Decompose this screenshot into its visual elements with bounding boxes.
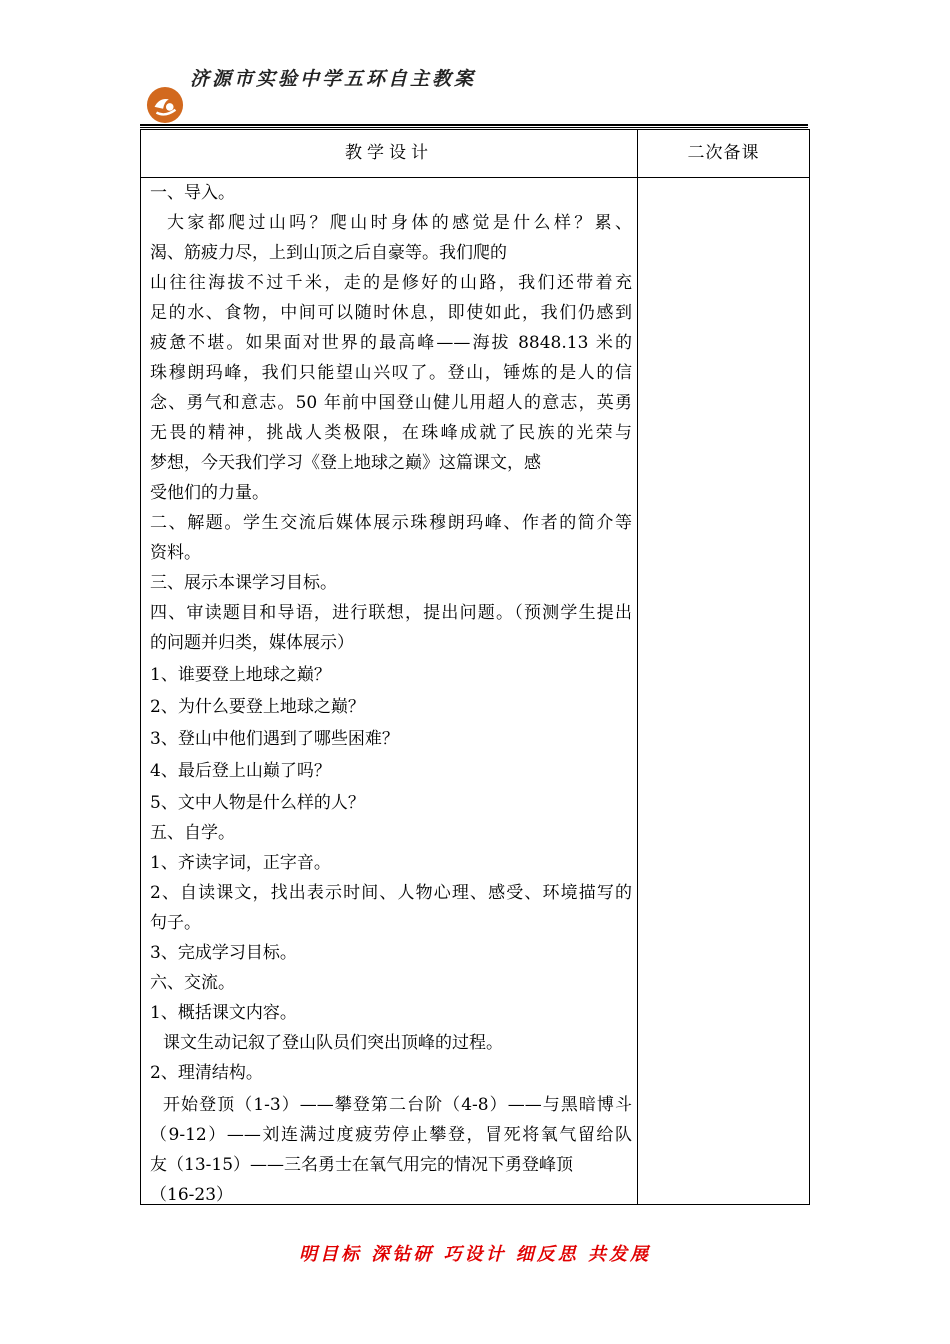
content-line: 4、最后登上山巅了吗？ (150, 761, 331, 781)
school-name: 济源市实验中学五环自主教案 (190, 68, 477, 90)
content-line: 珠穆朗玛峰，我们只能望山兴叹了。登山，锤炼的是人的信 (150, 363, 632, 383)
content-line: 念、勇气和意志。50 年前中国登山健儿用超人的意志，英勇 (150, 393, 632, 413)
content-line: 二、解题。学生交流后媒体展示珠穆朗玛峰、作者的简介等 (150, 513, 632, 533)
header-rule-thick (140, 124, 808, 126)
header-second-preparation: 二次备课 (687, 143, 760, 163)
content-line: 渴、筋疲力尽，上到山顶之后自豪等。我们爬的 (150, 243, 507, 263)
content-line: （16-23） (150, 1185, 234, 1205)
content-line: 山往往海拔不过千米，走的是修好的山路，我们还带着充 (150, 273, 632, 293)
content-line: 1、概括课文内容。 (150, 1003, 297, 1023)
content-line: 资料。 (150, 543, 201, 563)
page-header (140, 62, 810, 124)
content-line: 五、自学。 (150, 823, 235, 843)
content-line: 大家都爬过山吗？爬山时身体的感觉是什么样？累、 (167, 213, 632, 233)
footer-slogan: 明目标 深钻研 巧设计 细反思 共发展 (298, 1244, 652, 1265)
content-line: 的问题并归类，媒体展示） (150, 633, 354, 653)
table-header-row (141, 130, 809, 178)
content-line: 5、文中人物是什么样的人？ (150, 793, 365, 813)
content-line: 2、理清结构。 (150, 1063, 263, 1083)
content-line: 课文生动记叙了登山队员们突出顶峰的过程。 (163, 1033, 503, 1053)
school-logo-icon (146, 86, 184, 124)
teaching-design-content (150, 178, 632, 1210)
content-line: 足的水、食物，中间可以随时休息，即使如此，我们仍感到 (150, 303, 632, 323)
content-line: 开始登顶（1-3）——攀登第二台阶（4-8）——与黑暗博斗 (163, 1095, 632, 1115)
column-divider (637, 130, 638, 1204)
content-line: 2、自读课文，找出表示时间、人物心理、感受、环境描写的 (150, 883, 632, 903)
content-line: 受他们的力量。 (150, 483, 269, 503)
lesson-plan-table (140, 129, 810, 1205)
content-line: 一、导入。 (150, 183, 235, 203)
content-line: 疲惫不堪。如果面对世界的最高峰——海拔 8848.13 米的 (150, 333, 632, 353)
header-rule-thin (140, 127, 808, 128)
content-line: 无畏的精神，挑战人类极限，在珠峰成就了民族的光荣与 (150, 423, 632, 443)
content-line: 三、展示本课学习目标。 (150, 573, 337, 593)
header-teaching-design: 教学设计 (345, 143, 433, 163)
content-line: （9-12）——刘连满过度疲劳停止攀登，冒死将氧气留给队 (150, 1125, 632, 1145)
content-line: 四、审读题目和导语，进行联想，提出问题。（预测学生提出 (150, 603, 632, 623)
content-line: 梦想，今天我们学习《登上地球之巅》这篇课文，感 (150, 453, 541, 473)
content-line: 2、为什么要登上地球之巅？ (150, 697, 365, 717)
content-line: 友（13-15）——三名勇士在氧气用完的情况下勇登峰顶 (150, 1155, 574, 1175)
content-line: 句子。 (150, 913, 201, 933)
content-line: 3、完成学习目标。 (150, 943, 297, 963)
content-line: 1、谁要登上地球之巅？ (150, 665, 331, 685)
content-line: 1、齐读字词，正字音。 (150, 853, 331, 873)
content-line: 六、交流。 (150, 973, 235, 993)
content-line: 3、登山中他们遇到了哪些困难？ (150, 729, 399, 749)
